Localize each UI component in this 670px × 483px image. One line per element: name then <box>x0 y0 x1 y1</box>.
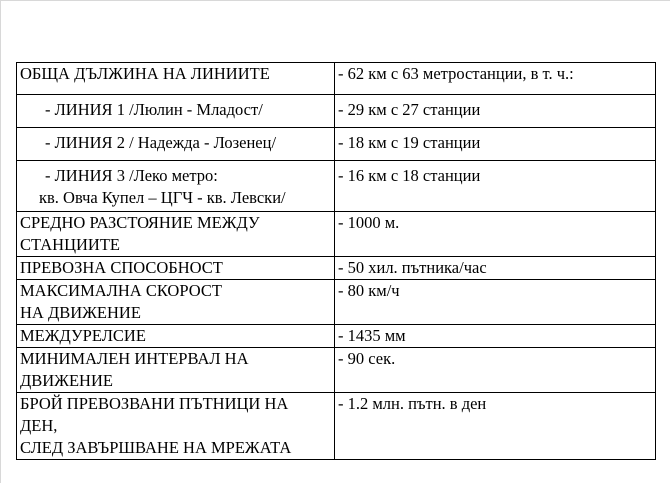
row-label: - ЛИНИЯ 1 /Люлин - Младост/ <box>17 95 335 128</box>
table-row <box>17 280 656 325</box>
row-label-line: МАКСИМАЛНА СКОРОСТ <box>20 281 222 300</box>
row-label: МЕЖДУРЕЛСИЕ <box>17 325 335 348</box>
row-label <box>17 348 335 393</box>
table-row <box>17 257 656 280</box>
row-label-line: ДВИЖЕНИЕ <box>20 371 113 390</box>
table-row <box>17 325 656 348</box>
row-value: - 80 км/ч <box>335 280 656 325</box>
row-label: ПРЕВОЗНА СПОСОБНОСТ <box>17 257 335 280</box>
table-row <box>17 393 656 460</box>
row-label-line: СРЕДНО РАЗСТОЯНИЕ МЕЖДУ <box>20 213 260 232</box>
row-value: - 50 хил. пътника/час <box>335 257 656 280</box>
row-label: - ЛИНИЯ 2 / Надежда - Лозенец/ <box>17 128 335 161</box>
table-row <box>17 348 656 393</box>
row-value: - 62 км с 63 метростанции, в т. ч.: <box>335 63 656 95</box>
table-row <box>17 161 656 212</box>
metro-facts-table <box>16 62 656 460</box>
row-label-line: ДЕН, <box>20 416 58 435</box>
row-label-line: МИНИМАЛЕН ИНТЕРВАЛ НА <box>20 349 249 368</box>
row-value: - 90 сек. <box>335 348 656 393</box>
row-label-line: - ЛИНИЯ 3 /Леко метро: <box>45 166 218 185</box>
row-value: - 1435 мм <box>335 325 656 348</box>
row-label <box>17 212 335 257</box>
row-label <box>17 280 335 325</box>
table-row <box>17 212 656 257</box>
row-value: - 1000 м. <box>335 212 656 257</box>
table-row <box>17 128 656 161</box>
row-value: - 29 км с 27 станции <box>335 95 656 128</box>
row-value: - 1.2 млн. пътн. в ден <box>335 393 656 460</box>
row-label-line: НА ДВИЖЕНИЕ <box>20 303 141 322</box>
row-label-line: БРОЙ ПРЕВОЗВАНИ ПЪТНИЦИ НА <box>20 394 289 413</box>
row-label-line: СЛЕД ЗАВЪРШВАНЕ НА МРЕЖАТА <box>20 438 292 457</box>
row-label <box>17 393 335 460</box>
row-label <box>17 161 335 212</box>
row-label-line: кв. Овча Купел – ЦГЧ - кв. Левски/ <box>39 188 286 207</box>
row-value: - 16 км с 18 станции <box>335 161 656 212</box>
row-label: ОБЩА ДЪЛЖИНА НА ЛИНИИТЕ <box>17 63 335 95</box>
row-label-line: СТАНЦИИТЕ <box>20 235 120 254</box>
table-row <box>17 95 656 128</box>
table-row <box>17 63 656 95</box>
row-value: - 18 км с 19 станции <box>335 128 656 161</box>
